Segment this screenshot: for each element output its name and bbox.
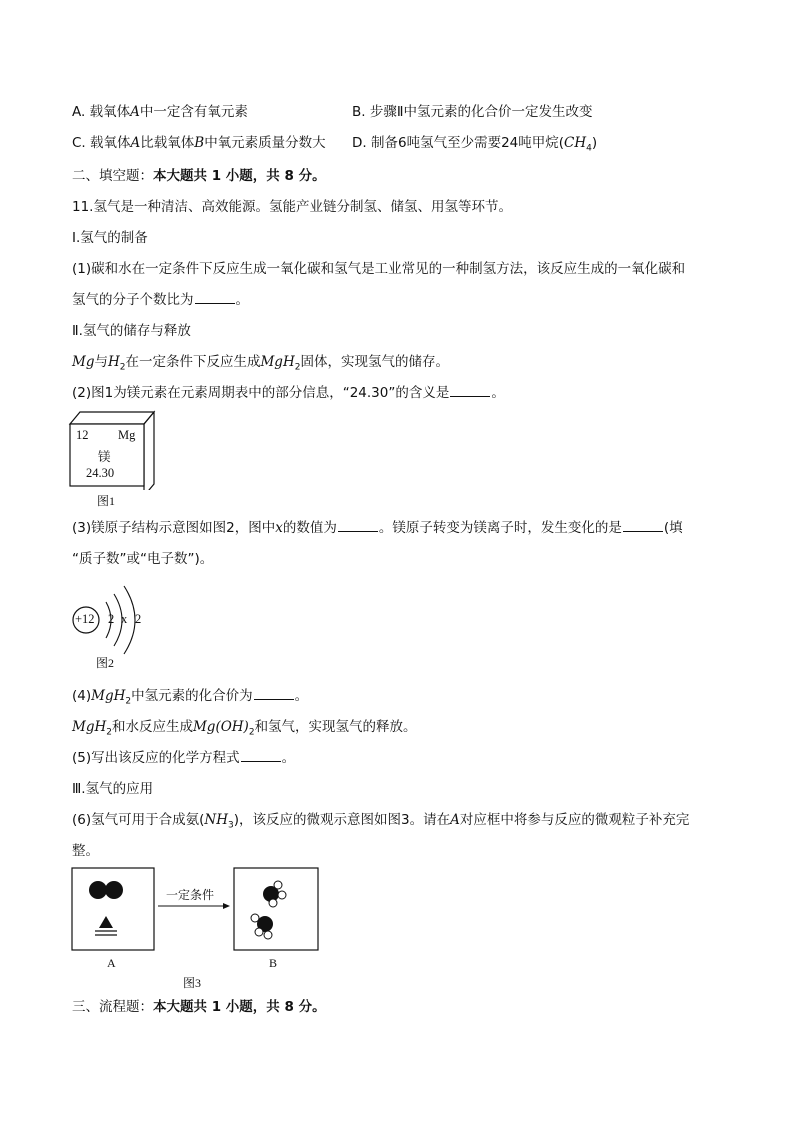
q3-text-a: (3)镁原子结构示意图如图2，图中 xyxy=(72,520,276,536)
part3-title: Ⅲ.氢气的应用 xyxy=(72,781,154,797)
ammonia-h-1b xyxy=(278,891,286,899)
section-2-heading xyxy=(72,167,326,185)
option-d-formula: CH xyxy=(564,135,587,151)
box-b-label: B xyxy=(269,956,278,970)
option-c-var1: A xyxy=(130,135,141,151)
option-c-mid: 比载氧体 xyxy=(140,135,195,151)
release-mgh: MgH xyxy=(72,719,107,735)
ammonia-h-2a xyxy=(251,914,259,922)
storage-h: H xyxy=(107,354,120,370)
reaction-diagram xyxy=(70,866,322,952)
option-d xyxy=(352,134,597,158)
release-mid: 和水反应生成 xyxy=(111,719,193,735)
q3-text-c: 。镁原子转变为镁离子时，发生变化的是 xyxy=(378,520,622,536)
storage-line xyxy=(72,353,449,377)
q1-end: 。 xyxy=(235,292,249,308)
element-symbol: Mg xyxy=(118,428,136,442)
release-sub: 2 xyxy=(106,727,112,738)
q4-text: 中氢元素的化合价为 xyxy=(131,688,253,704)
q11-intro: 11.氢气是一种清洁、高效能源。氢能产业链分制氢、储氢、用氢等环节。 xyxy=(72,199,512,215)
box-a-label: A xyxy=(107,956,116,970)
q1-line1: (1)碳和水在一定条件下反应生成一氧化碳和氢气是工业常见的一种制氢方法，该反应生成的一氧化碳和 xyxy=(72,261,686,277)
q2-answer-blank[interactable] xyxy=(450,384,490,397)
shell-3-count: 2 xyxy=(135,612,142,626)
q4-sub: 2 xyxy=(125,696,132,707)
box-a xyxy=(72,868,154,950)
storage-h-sub: 2 xyxy=(119,362,126,373)
nucleus-charge: +12 xyxy=(75,612,95,626)
reaction-arrow-head xyxy=(223,903,230,909)
q1-answer-blank[interactable] xyxy=(195,291,235,304)
q6-text-a: (6)氢气可用于合成氨( xyxy=(72,812,205,828)
q5-text: (5)写出该反应的化学方程式 xyxy=(72,750,240,766)
ammonia-h-1c xyxy=(269,899,277,907)
q2-line xyxy=(72,384,505,402)
q6-sub: 3 xyxy=(227,820,234,831)
q6-text-b: )，该反应的微观示意图如图3。请在 xyxy=(233,812,451,828)
q5-answer-blank[interactable] xyxy=(241,749,281,762)
figure-3-caption: 图3 xyxy=(183,976,202,990)
q4-prefix: (4) xyxy=(72,688,92,704)
option-c-suffix: 中氧元素质量分数大 xyxy=(204,135,326,151)
figure-2 xyxy=(70,580,170,660)
ammonia-h-1a xyxy=(274,881,282,889)
part1-title: Ⅰ.氢气的制备 xyxy=(72,230,148,246)
q1-line2-text: 氢气的分子个数比为 xyxy=(72,292,194,308)
ammonia-h-2c xyxy=(264,931,272,939)
storage-mgh: MgH xyxy=(260,354,295,370)
q4-answer-blank[interactable] xyxy=(254,687,294,700)
figure-2-caption: 图2 xyxy=(96,656,115,670)
q3-answer-blank-1[interactable] xyxy=(338,519,378,532)
atomic-mass: 24.30 xyxy=(86,466,115,480)
option-d-close: ) xyxy=(591,135,598,151)
q3-line1 xyxy=(72,519,683,537)
ammonia-h-2b xyxy=(255,928,263,936)
q5-end: 。 xyxy=(281,750,296,766)
q2-text: (2)图1为镁元素在元素周期表中的部分信息，“24.30”的含义是 xyxy=(72,385,450,401)
atomic-number: 12 xyxy=(76,428,89,442)
option-c-prefix: C. 载氧体 xyxy=(72,135,131,151)
storage-mid2: 在一定条件下反应生成 xyxy=(125,354,261,370)
storage-mg: Mg xyxy=(72,354,95,370)
element-name: 镁 xyxy=(98,449,111,464)
reactant-triangle xyxy=(99,916,113,928)
option-d-prefix: D. 制备6吨氢气至少需要24吨甲烷( xyxy=(352,135,565,151)
section-3-title: 三、流程题： xyxy=(72,999,153,1015)
section-3-bold: 本大题共 1 小题，共 8 分。 xyxy=(153,999,326,1015)
option-b xyxy=(352,103,593,121)
q3-text-b: 的数值为 xyxy=(282,520,337,536)
option-a-var: A xyxy=(130,104,140,120)
option-d-sub: 4 xyxy=(586,143,592,154)
section-2-bold: 本大题共 1 小题，共 8 分。 xyxy=(153,168,326,184)
q6-line2: 整。 xyxy=(72,843,99,859)
q6-nh: NH xyxy=(204,812,228,828)
release-end: 和氢气，实现氢气的释放。 xyxy=(254,719,417,735)
q4-end: 。 xyxy=(294,688,309,704)
part2-title: Ⅱ.氢气的储存与释放 xyxy=(72,323,191,339)
section-3-heading xyxy=(72,998,326,1016)
box-b xyxy=(234,868,318,950)
nitrogen-atom-1 xyxy=(89,881,107,899)
storage-end: 固体，实现氢气的储存。 xyxy=(300,354,449,370)
nitrogen-atom-2 xyxy=(105,881,123,899)
q3-var: x xyxy=(275,520,283,536)
q5-line xyxy=(72,749,295,767)
arrow-condition-label: 一定条件 xyxy=(166,888,215,902)
option-a-suffix: 中一定含有氧元素 xyxy=(139,104,248,120)
q3-text-d: (填 xyxy=(663,520,683,536)
q3-answer-blank-2[interactable] xyxy=(623,519,663,532)
release-moh-sub: 2 xyxy=(248,727,255,738)
figure-1-caption: 图1 xyxy=(97,494,116,508)
option-c-var2: B xyxy=(194,135,205,151)
figure-3 xyxy=(70,866,322,952)
shell-2-count: x xyxy=(121,612,128,626)
option-a-prefix: A. 载氧体 xyxy=(72,104,131,120)
option-a xyxy=(72,103,248,121)
storage-mid: 与 xyxy=(94,354,108,370)
q6-var: A xyxy=(450,812,460,828)
section-2-title: 二、填空题： xyxy=(72,168,153,184)
q4-mgh: MgH xyxy=(91,688,126,704)
q4-line xyxy=(72,687,308,711)
release-line xyxy=(72,718,417,742)
option-b-text: B. 步骤Ⅱ中氢元素的化合价一定发生改变 xyxy=(352,104,593,120)
q3-line2: “质子数”或“电子数”)。 xyxy=(72,551,214,567)
q6-text-c: 对应框中将参与反应的微观粒子补充完 xyxy=(459,812,690,828)
option-c xyxy=(72,134,326,152)
q6-line1 xyxy=(72,811,689,835)
shell-1-count: 2 xyxy=(108,612,115,626)
q2-end: 。 xyxy=(491,385,505,401)
q1-line2 xyxy=(72,291,249,309)
figure-1 xyxy=(68,410,158,490)
storage-mgh-sub: 2 xyxy=(294,362,301,373)
release-moh: Mg(OH) xyxy=(192,719,249,735)
